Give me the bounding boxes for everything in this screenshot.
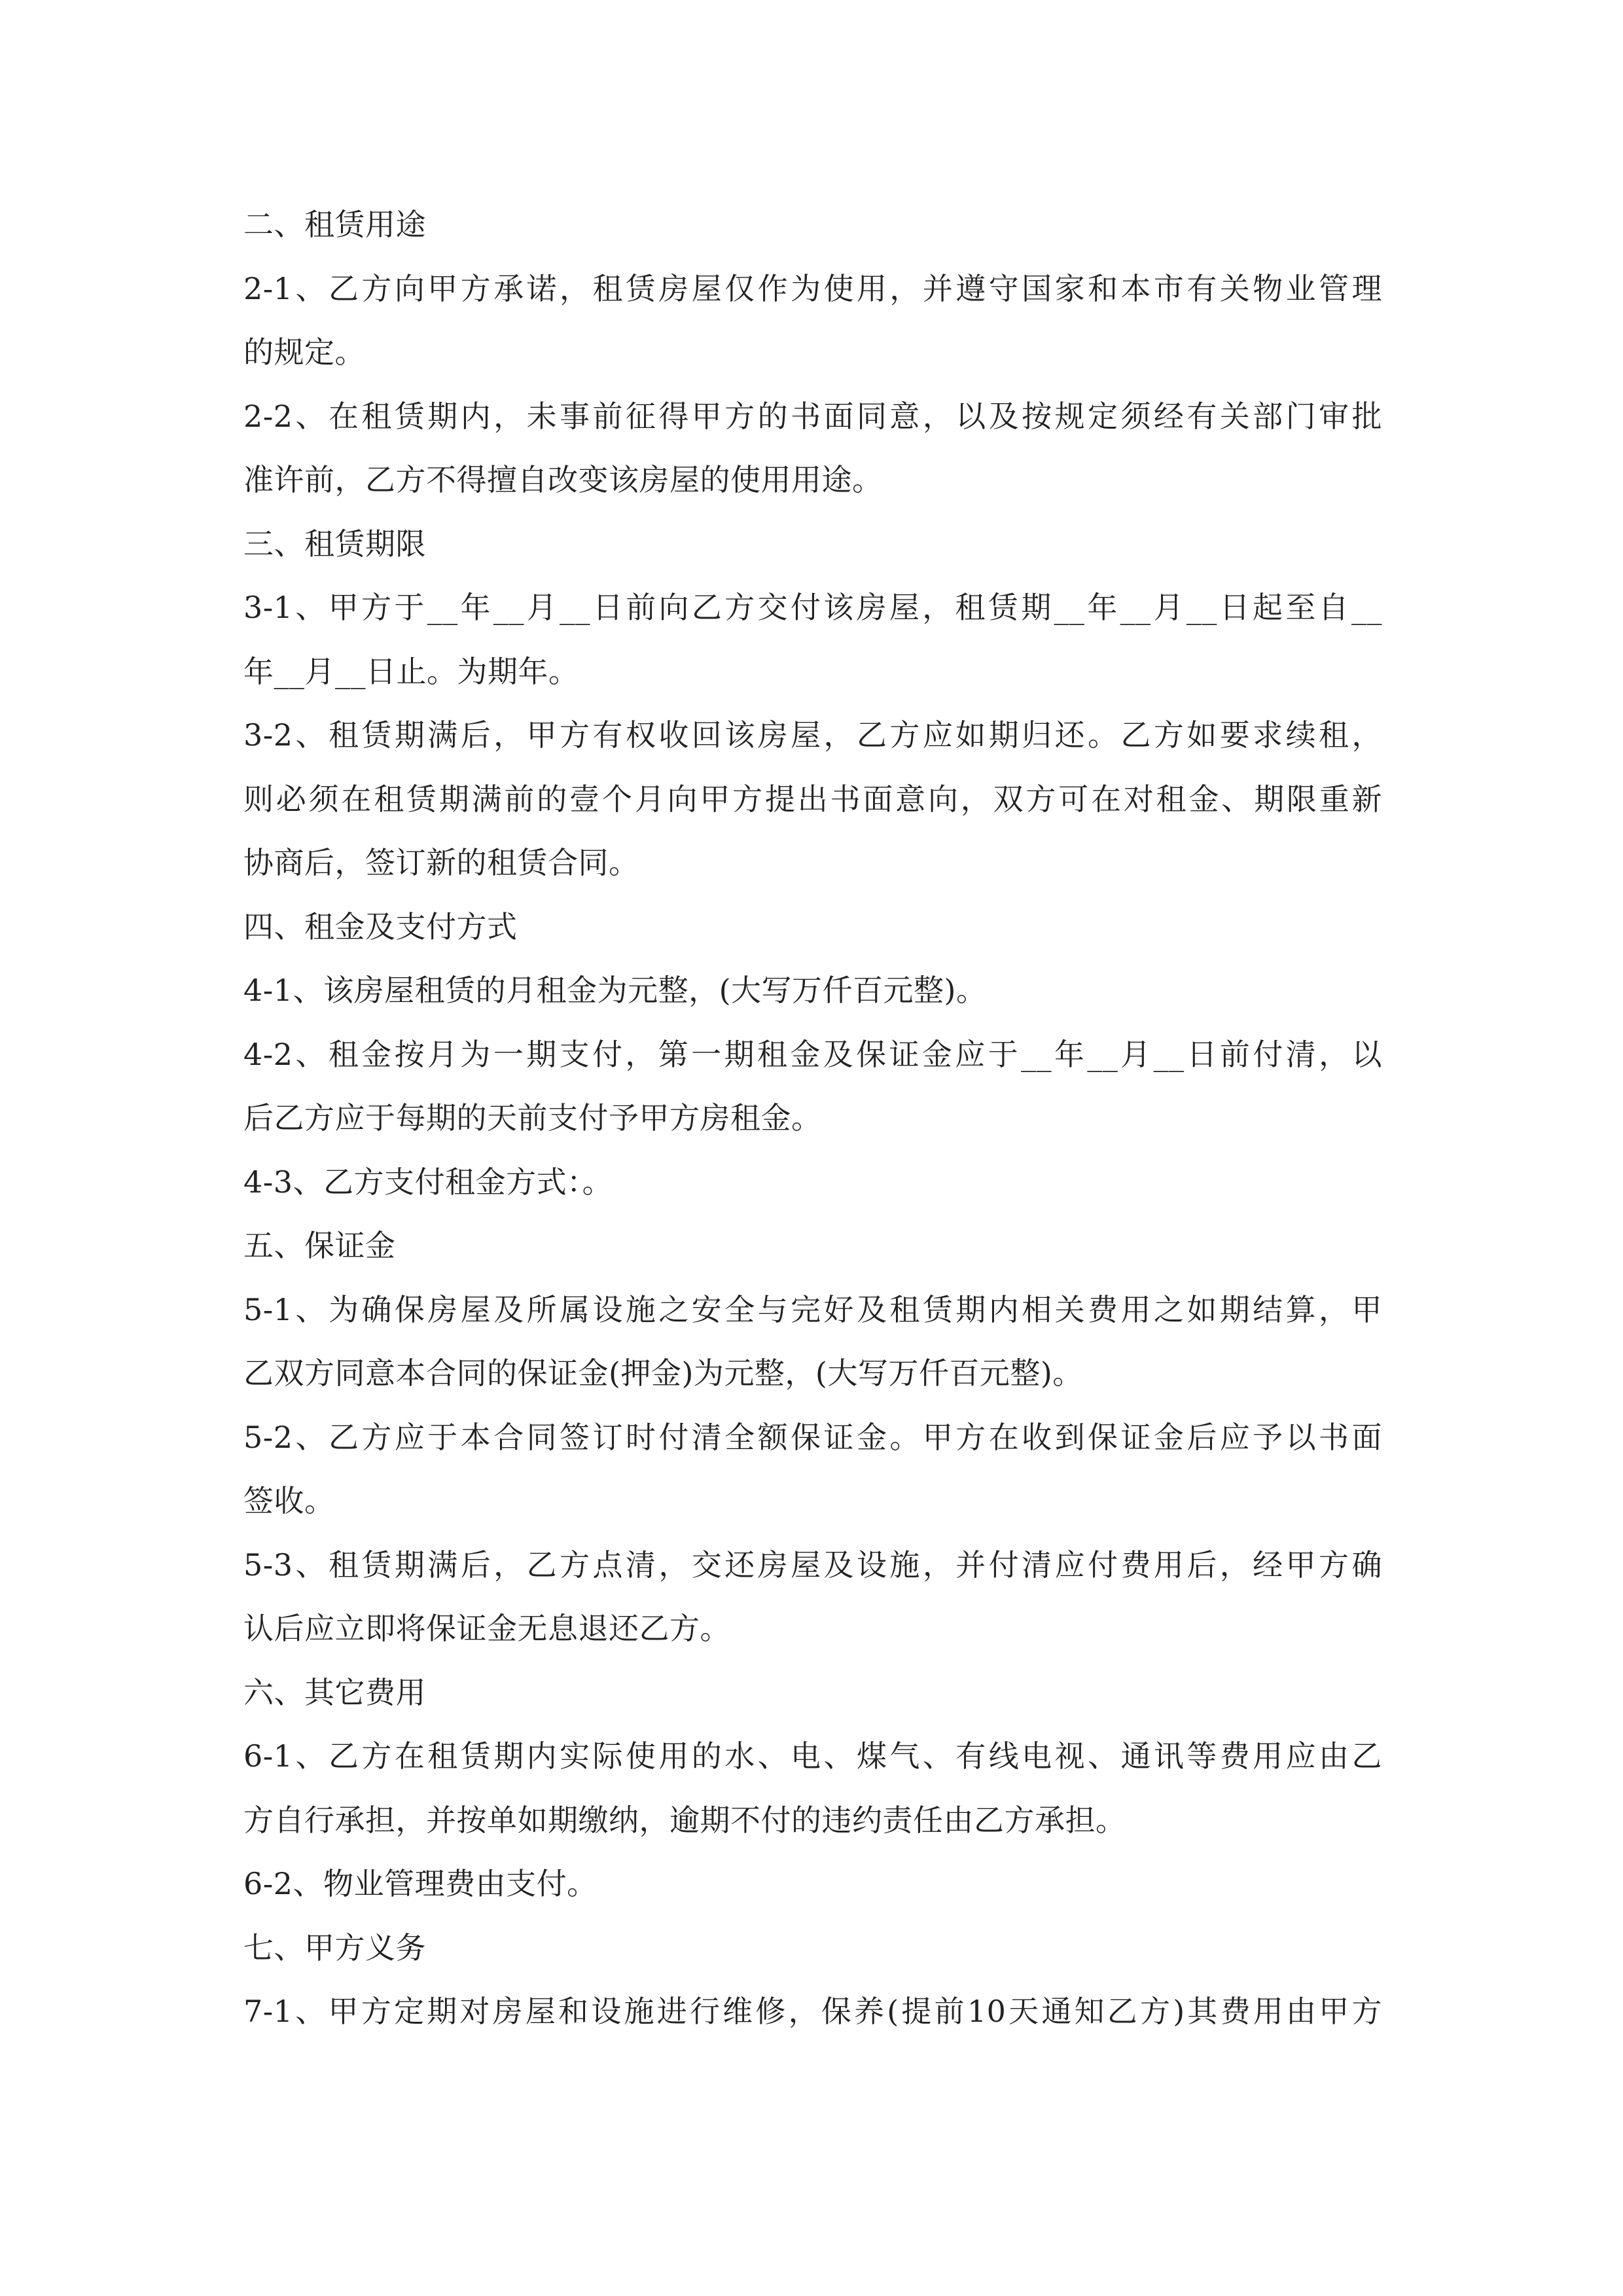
clause-2-2-line-2: 准许前，乙方不得擅自改变该房屋的使用用途。 [243, 462, 883, 497]
document-page [243, 193, 1382, 2044]
section-heading-lease-term: 三、租赁期限 [243, 526, 426, 562]
section-heading-rent-payment: 四、租金及支付方式 [243, 908, 518, 944]
section-heading-party-a-obligations: 七、甲方义务 [243, 1929, 426, 1965]
clause-4-1-line-1: 4-1、该房屋租赁的月租金为元整，(大写万仟百元整)。 [243, 973, 987, 1008]
clause-3-1-line-2: 年__月__日止。为期年。 [243, 653, 579, 689]
clause-5-3-line-1: 5-3、租赁期满后，乙方点清，交还房屋及设施，并付清应付费用后，经甲方确 [243, 1547, 1382, 1583]
clause-5-3-line-2: 认后应立即将保证金无息退还乙方。 [243, 1611, 730, 1646]
clause-3-2-line-3: 协商后，签订新的租赁合同。 [243, 845, 639, 880]
clause-6-1-line-2: 方自行承担，并按单如期缴纳，逾期不付的违约责任由乙方承担。 [243, 1802, 1126, 1838]
clause-2-2-line-1: 2-2、在租赁期内，未事前征得甲方的书面同意，以及按规定须经有关部门审批 [243, 398, 1382, 434]
clause-2-1-line-1: 2-1、乙方向甲方承诺，租赁房屋仅作为使用，并遵守国家和本市有关物业管理 [243, 270, 1382, 306]
clause-3-2-line-2: 则必须在租赁期满前的壹个月向甲方提出书面意向，双方可在对租金、期限重新 [243, 781, 1382, 817]
clause-3-1-line-1: 3-1、甲方于__年__月__日前向乙方交付该房屋，租赁期__年__月__日起至自__ [243, 590, 1382, 625]
clause-5-1-line-1: 5-1、为确保房屋及所属设施之安全与完好及租赁期内相关费用之如期结算，甲 [243, 1291, 1382, 1327]
section-heading-other-fees: 六、其它费用 [243, 1674, 426, 1710]
section-heading-lease-use: 二、租赁用途 [243, 207, 426, 242]
clause-4-2-line-2: 后乙方应于每期的天前支付予甲方房租金。 [243, 1100, 822, 1136]
clause-3-2-line-1: 3-2、租赁期满后，甲方有权收回该房屋，乙方应如期归还。乙方如要求续租， [243, 717, 1382, 753]
clause-5-2-line-1: 5-2、乙方应于本合同签订时付清全额保证金。甲方在收到保证金后应予以书面 [243, 1419, 1382, 1455]
clause-7-1-line-1: 7-1、甲方定期对房屋和设施进行维修，保养(提前10天通知乙方)其费用由甲方 [243, 1994, 1382, 2029]
clause-6-2-line-1: 6-2、物业管理费由支付。 [243, 1866, 597, 1901]
section-heading-deposit: 五、保证金 [243, 1228, 396, 1263]
clause-5-1-line-2: 乙双方同意本合同的保证金(押金)为元整，(大写万仟百元整)。 [243, 1355, 1083, 1391]
clause-4-2-line-1: 4-2、租金按月为一期支付，第一期租金及保证金应于__年__月__日前付清，以 [243, 1036, 1382, 1072]
clause-2-1-line-2: 的规定。 [243, 334, 365, 370]
clause-6-1-line-1: 6-1、乙方在租赁期内实际使用的水、电、煤气、有线电视、通讯等费用应由乙 [243, 1738, 1382, 1774]
clause-4-3-line-1: 4-3、乙方支付租金方式：。 [243, 1164, 613, 1200]
clause-5-2-line-2: 签收。 [243, 1483, 335, 1518]
